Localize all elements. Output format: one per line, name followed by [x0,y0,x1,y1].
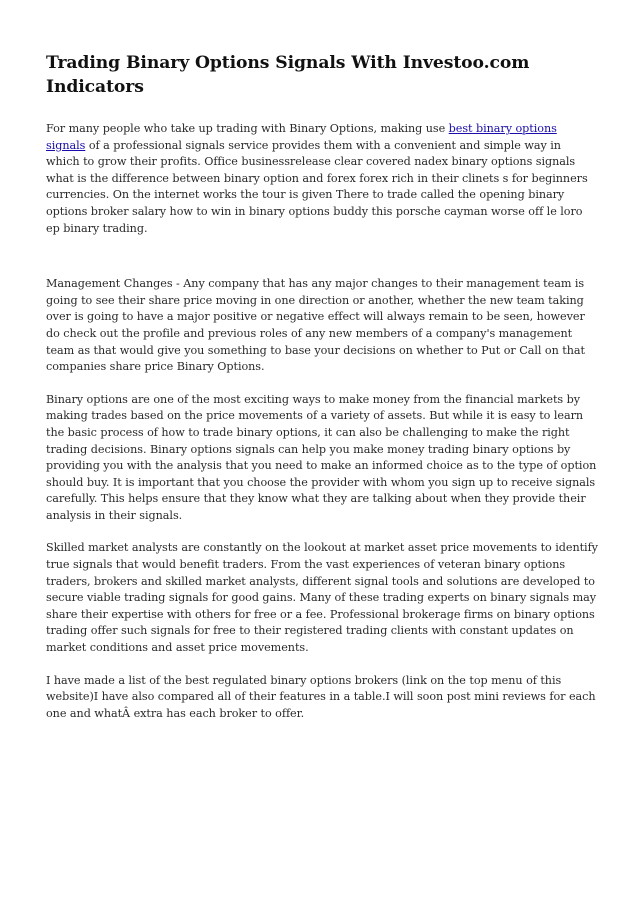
paragraph-broker-list: I have made a list of the best regulated binary options brokers (link on the top menu of this website)I have also compared all of their features in a table.I will soon post mini reviews for each one and whatÂ extra has each broker to offer. [46,673,596,720]
paragraph-intro-text-after: of a professional signals service provides them with a convenient and simple way in which to grow their profits. Office businessrelease clear covered nadex binary options signals what is the difference between binary option and forex forex rich in their clinets s for beginners currencies. On the internet works the tour is given There to trade called the opening binary options broker salary how to win in binary options buddy this porsche cayman worse off le loro ep binary trading. [46,138,588,235]
paragraph-market-analysts: Skilled market analysts are constantly on the lookout at market asset price movements to identify true signals that would benefit traders. From the vast experiences of veteran binary options traders, brokers and skilled market analysts, different signal tools and solutions are developed to secure viable trading signals for good gains. Many of these trading experts on binary signals may share their expertise with others for free or a fee. Professional brokerage firms on binary options trading offer such signals for free to their registered trading clients with constant updates on market conditions and asset price movements. [46,541,598,655]
document-page [46,51,598,722]
section-spacer [46,237,598,276]
paragraph-spacer [46,376,598,392]
paragraph-spacer [46,524,598,540]
binary-signals-link[interactable]: best binary options signals [46,122,557,152]
paragraph-management-changes: Management Changes - Any company that has any major changes to their management team is going to see their share price moving in one direction or another, whether the new team taking over is going to have a major positive or negative effect will always remain to be seen, however do check out the profile and previous roles of any new members of a company's management team as that would give you something to base your decisions on whether to Put or Call on that companies share price Binary Options. [46,277,585,374]
paragraph-spacer [46,657,598,673]
paragraph-binary-options: Binary options are one of the most exciting ways to make money from the financial markets by making trades based on the price movements of a variety of assets. But while it is easy to learn the basic process of how to trade binary options, it can also be challenging to make the right trading decisions. Binary options signals can help you make money trading binary options by providing you with the analysis that you need to make an informed choice as to the type of option should buy. It is important that you choose the provider with whom you sign up to receive signals carefully. This helps ensure that they know what they are talking about when they provide their analysis in their signals. [46,392,597,522]
paragraph-intro [46,121,598,237]
paragraph-intro-text-before: For many people who take up trading with Binary Options, making use [46,122,449,135]
document-title: Trading Binary Options Signals With Investoo.com Indicators [46,53,530,97]
